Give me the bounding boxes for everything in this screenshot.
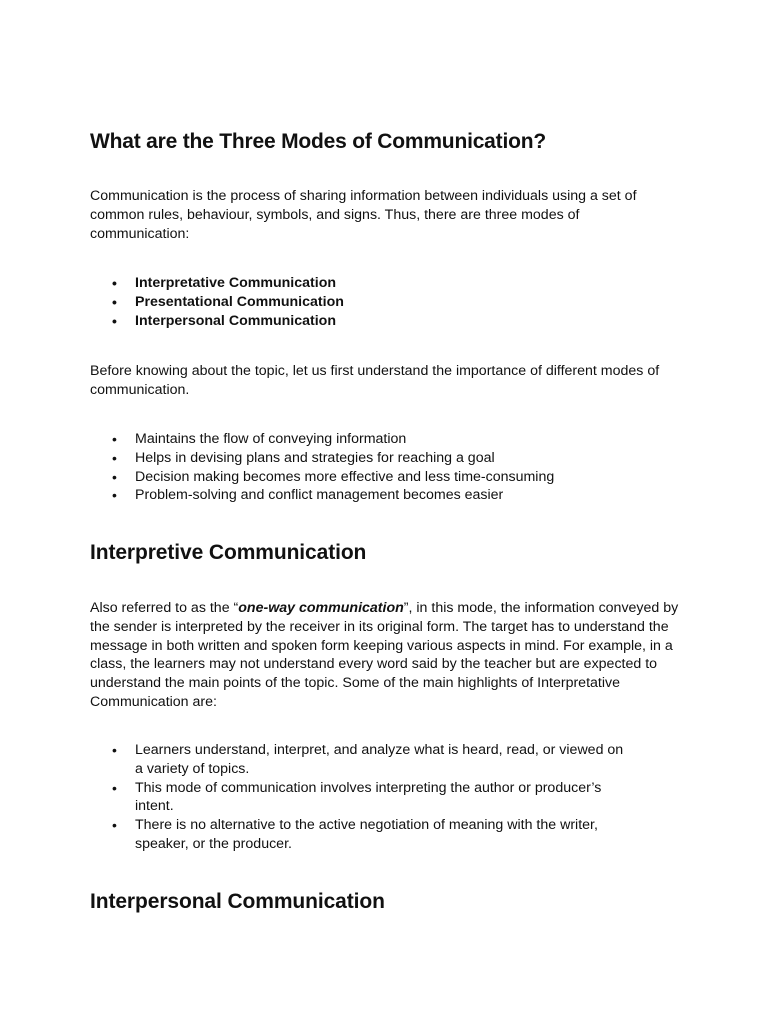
list-item: • Interpersonal Communication [90, 312, 635, 331]
modes-list [90, 274, 690, 330]
list-item: • Maintains the flow of conveying information [90, 430, 635, 449]
list-item: • Learners understand, interpret, and analyze what is heard, read, or viewed on a variety of topics. [90, 741, 635, 779]
interpretive-highlights-list [90, 741, 690, 854]
paragraph-text: ”, in this mode, the information conveyed by the sender is interpreted by the receiver in its original form. The target has to understand the message in both written and spoken form keeping various aspects in mind. For example, in a class, the learners may not understand every word said by the teacher but are expected to understand the main points of the topic. Some of the main highlights of Interpretative Communication are: [90, 600, 679, 710]
paragraph-text: Also referred to as the “ [90, 600, 239, 616]
list-item: • Interpretative Communication [90, 274, 635, 293]
list-item: • This mode of communication involves interpreting the author or producer’s intent. [90, 779, 635, 817]
list-item: • Decision making becomes more effective and less time-consuming [90, 468, 635, 487]
intro-paragraph: Communication is the process of sharing information between individuals using a set of common rules, behaviour, symbols, and signs. Thus, there are three modes of communication: [90, 188, 637, 242]
interpretive-paragraph [90, 599, 682, 712]
section-heading-interpersonal: Interpersonal Communication [90, 890, 385, 913]
importance-intro-paragraph: Before knowing about the topic, let us first understand the importance of different modes of communication. [90, 363, 660, 398]
list-item: • Problem-solving and conflict management becomes easier [90, 486, 635, 505]
emphasis-text: one-way communication [238, 600, 404, 616]
list-item: • There is no alternative to the active negotiation of meaning with the writer, speaker, or the producer. [90, 816, 635, 854]
importance-list [90, 430, 690, 505]
page-title: What are the Three Modes of Communication? [90, 130, 546, 153]
list-item: • Presentational Communication [90, 293, 635, 312]
section-heading-interpretive: Interpretive Communication [90, 541, 367, 564]
list-item: • Helps in devising plans and strategies for reaching a goal [90, 449, 635, 468]
